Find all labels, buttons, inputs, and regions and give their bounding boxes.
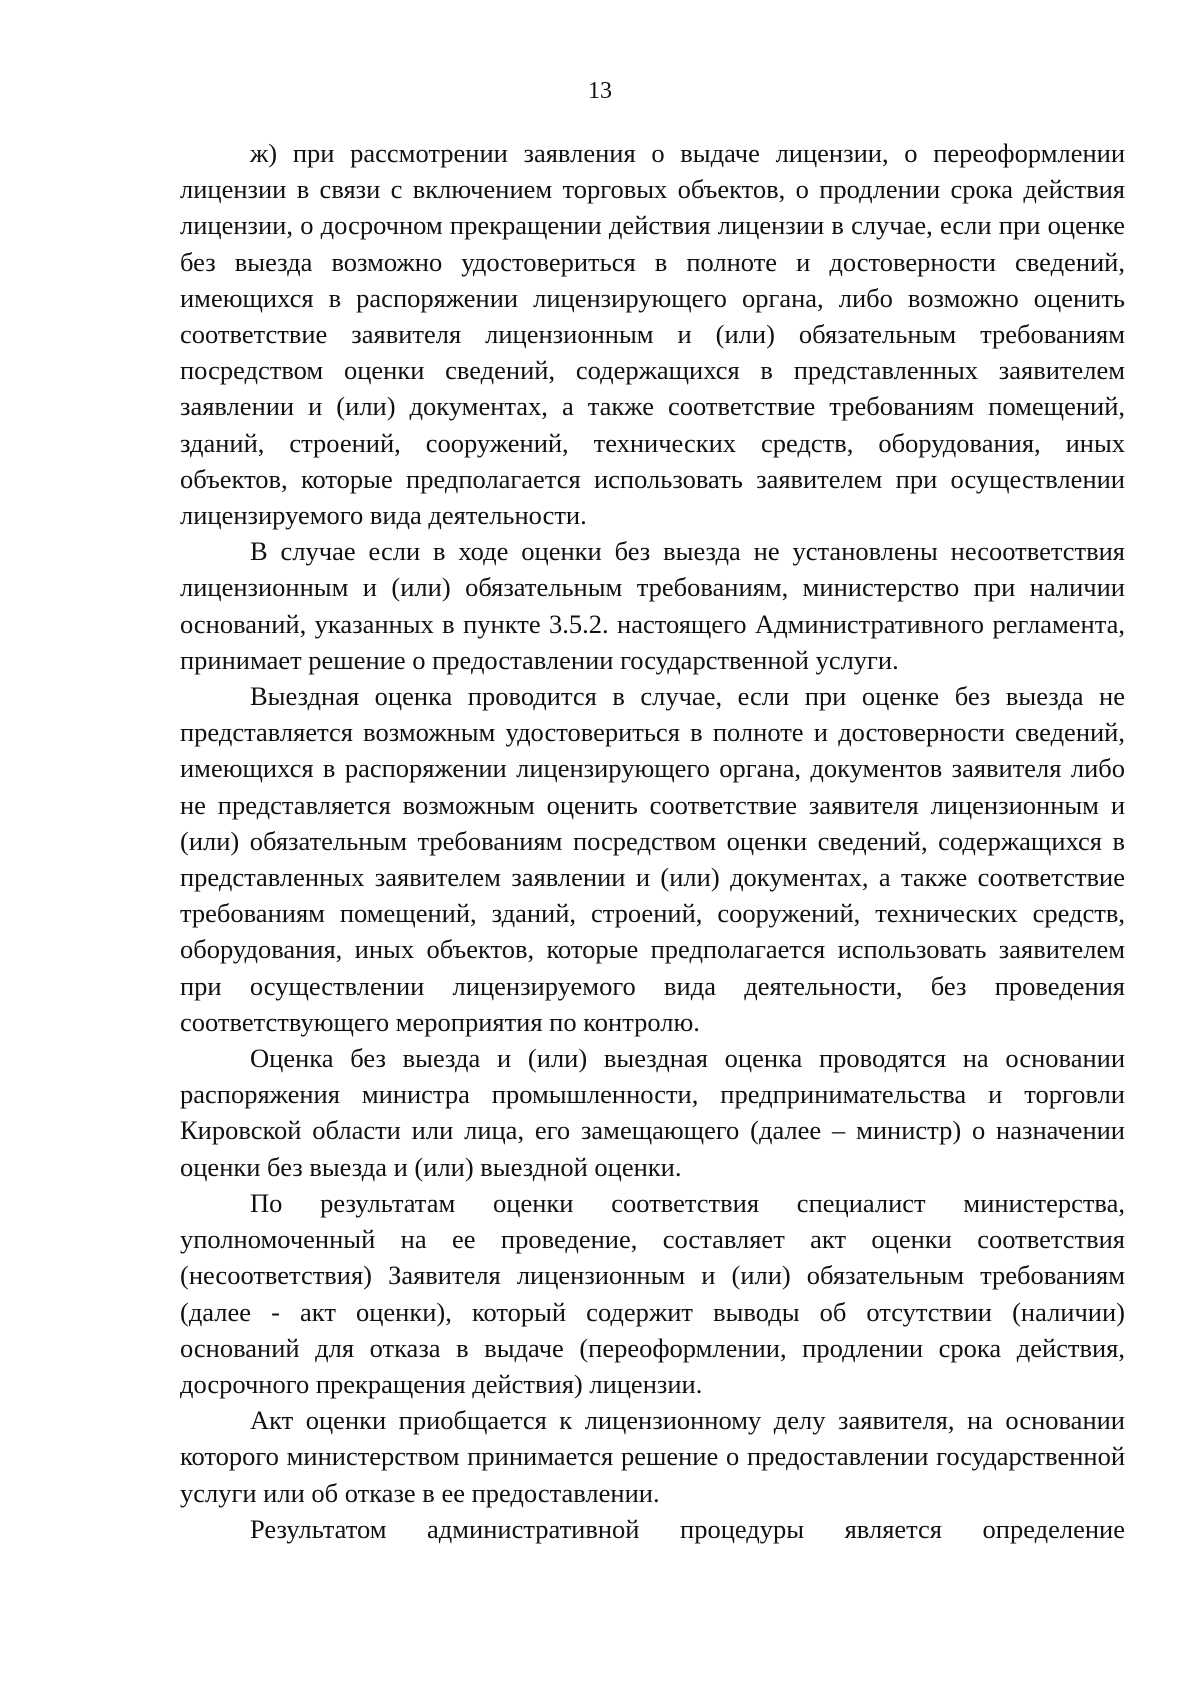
page-number: 13	[588, 78, 612, 104]
paragraph-1: ж) при рассмотрении заявления о выдаче лицензии, о переоформлении лицензии в связи с включением торговых объектов, о продлении срока действия лицензии, о досрочном прекращении действия лицензии в случае, если при оценке без выезда возможно удостовериться в полноте и достоверности сведений, имеющихся в распоряжении лицензирующего органа, либо возможно оценить соответствие заявителя лицензионным и (или) обязательным требованиям посредством оценки сведений, содержащихся в представленных заявителем заявлении и (или) документах, а также соответствие требованиям помещений, зданий, строений, сооружений, технических средств, оборудования, иных объектов, которые предполагается использовать заявителем при осуществлении лицензируемого вида деятельности.	[180, 138, 1125, 531]
paragraph-6: Акт оценки приобщается к лицензионному делу заявителя, на основании которого министерством принимается решение о предоставлении государственной услуги или об отказе в ее предоставлении.	[180, 1405, 1125, 1508]
paragraph-3: Выездная оценка проводится в случае, если при оценке без выезда не представляется возможным удостовериться в полноте и достоверности сведений, имеющихся в распоряжении лицензирующего органа, документов заявителя либо не представляется возможным оценить соответствие заявителя лицензионным и (или) обязательным требованиям посредством оценки сведений, содержащихся в представленных заявителем заявлении и (или) документах, а также соответствие требованиям помещений, зданий, строений, сооружений, технических средств, оборудования, иных объектов, которые предполагается использовать заявителем при осуществлении лицензируемого вида деятельности, без проведения соответствующего мероприятия по контролю.	[180, 681, 1125, 1037]
paragraph-7: Результатом административной процедуры является определение	[250, 1513, 1125, 1544]
paragraph-5: По результатам оценки соответствия специалист министерства, уполномоченный на ее проведение, составляет акт оценки соответствия (несоответствия) Заявителя лицензионным и (или) обязательным требованиям (далее - акт оценки), который содержит выводы об отсутствии (наличии) оснований для отказа в выдаче (переоформлении, продлении срока действия, досрочного прекращения действия) лицензии.	[180, 1187, 1125, 1399]
paragraph-2: В случае если в ходе оценки без выезда не установлены несоответствия лицензионным и (или) обязательным требованиям, министерство при наличии оснований, указанных в пункте 3.5.2. настоящего Административного регламента, принимает решение о предоставлении государственной услуги.	[180, 536, 1125, 675]
paragraph-4: Оценка без выезда и (или) выездная оценка проводятся на основании распоряжения министра промышленности, предпринимательства и торговли Кировской области или лица, его замещающего (далее – министр) о назначении оценки без выезда и (или) выездной оценки.	[180, 1043, 1125, 1182]
document-body	[180, 135, 1125, 1547]
